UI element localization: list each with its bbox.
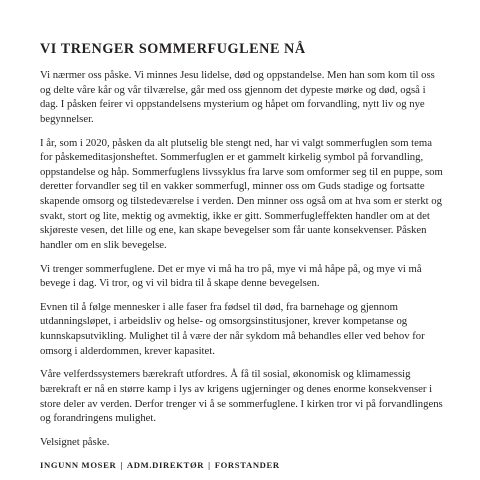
article bbox=[40, 40, 444, 471]
paragraph-blessing: Velsignet påske. bbox=[40, 436, 110, 448]
signature-title-director: ADM.DIREKTØR bbox=[126, 459, 205, 470]
signature-title-principal: FORSTANDER bbox=[214, 459, 280, 470]
signature-separator: | bbox=[120, 459, 123, 470]
article-title: VI TRENGER SOMMERFUGLENE NÅ bbox=[40, 41, 306, 57]
paragraph-intro: Vi nærmer oss påske. Vi minnes Jesu lidelse, død og oppstandelse. Men han som kom til oss og delte våre kår og vår tilværelse, går med oss gjennom det dypeste mørke og død, også i dag. I påsken feirer vi oppstandelsens mysterium og håpet om forvandling, nytt liv og nye begynnelser. bbox=[40, 69, 435, 125]
paragraph-need-butterflies: Vi trenger sommerfuglene. Det er mye vi må ha tro på, mye vi må håpe på, og mye vi må bevege i dag. Vi tror, og vi vil bidra til å skape denne bevegelsen. bbox=[40, 262, 422, 290]
signature-line bbox=[40, 459, 444, 471]
paragraph-butterfly-theme: I år, som i 2020, påsken da alt plutselig ble stengt ned, har vi valgt sommerfuglen som tema for påskemeditasjonsheftet. Sommerfuglen er et gammelt kirkelig symbol på forvandling, oppstandelse og håp. Sommerfuglens livssyklus fra larve som omformer seg til en puppe, som deretter forvandler seg til en vakker sommerfugl, minner oss om Guds stadige og fortsatte skapende omsorg og tilstedeværelse i verden. Den minner oss også om at hva som er sterkt og svakt, stort og lite, mektig og avmektig, ikke er gitt. Sommerfugleffekten handler om at det skjøreste vesen, det lille og ene, kan skape bevegelser som får uante konsekvenser. Påsken handler om en slik bevegelse. bbox=[40, 136, 443, 251]
signature-separator: | bbox=[208, 459, 211, 470]
paragraph-sustainability: Våre velferdssystemers bærekraft utfordres. Å få til sosial, økonomisk og klimamessig bærekraft er nå en større kamp i lys av krigens ugjerninger og denes enorme konsekvenser i store deler av verden. Derfor trenger vi å se sommerfuglene. I kirken tror vi på forvandlingens og forandringens mulighet. bbox=[40, 368, 443, 425]
paragraph-care-capacity: Evnen til å følge mennesker i alle faser fra fødsel til død, fra barnehage og gjennom utdanningsløpet, i arbeidsliv og helse- og omsorgsinstitusjoner, krever kompetanse og kunnskapsutvikling. Mulighet til å være der når sykdom må behandles eller ved behov for omsorg i alderdommen, krever kapasitet. bbox=[40, 300, 425, 357]
signature-name: INGUNN MOSER bbox=[40, 459, 117, 470]
